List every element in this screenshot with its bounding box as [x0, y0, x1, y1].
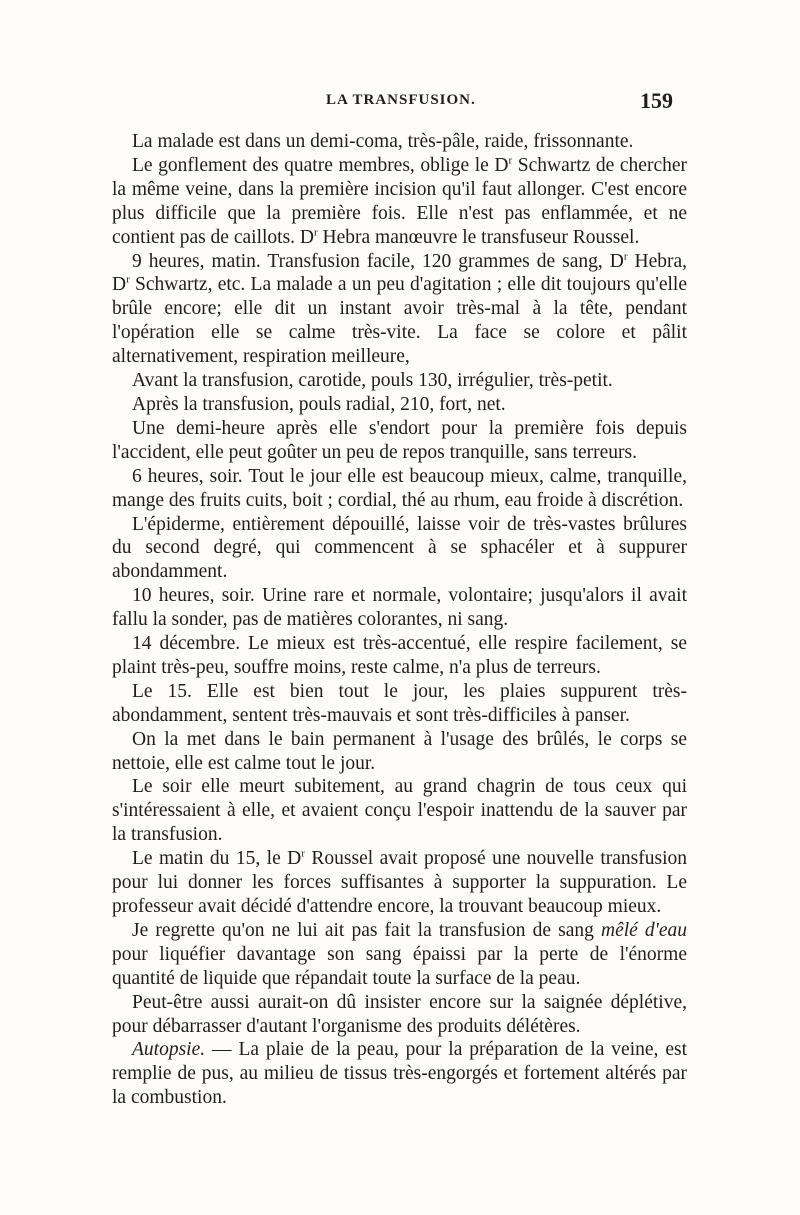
paragraph: Avant la transfusion, carotide, pouls 130, irrégulier, très-petit.	[132, 370, 613, 392]
paragraph: 9 heures, matin. Transfusion facile, 120 grammes de sang, $D^r$ Hebra, $D^r$ Schwartz, etc. La malade a un peu d'agitation ; elle dit toujours qu'elle brûle encore; elle dit un instant avoir très-mal à la tête, pendant l'opération elle se calme très-vite. La face se colore et pâlit alternativement, respiration meilleure,	[112, 250, 688, 368]
paragraph: Le 15. Elle est bien tout le jour, les plaies suppurent très-abondamment, sentent très-mauvais et sont très-difficiles à panser.	[112, 680, 687, 726]
running-title: LA TRANSFUSION.	[326, 92, 476, 108]
paragraph: La malade est dans un demi-coma, très-pâle, raide, frissonnante.	[132, 131, 634, 152]
paragraph: On la met dans le bain permanent à l'usage des brûlés, le corps se nettoie, elle est calme tout le jour.	[112, 728, 687, 774]
page-header	[0, 88, 800, 118]
paragraph: Autopsie. — La plaie de la peau, pour la préparation de la veine, est remplie de pus, au milieu de tissus très-engorgés et fortement altérés par la combustion.	[112, 1039, 687, 1109]
paragraph: Le soir elle meurt subitement, au grand chagrin de tous ceux qui s'intéressaient à elle, et avaient conçu l'espoir inattendu de la sauver par la transfusion.	[112, 776, 687, 846]
paragraph: Le gonflement des quatre membres, oblige le $D^r$ Schwartz de chercher la même veine, dans la première incision qu'il faut allonger. C'est encore plus difficile que la première fois. Elle n'est pas enflammée, et ne contient pas de caillots. $D^r$ Hebra manœuvre le transfuseur Roussel.	[112, 154, 687, 248]
autopsie-heading: Autopsie.	[132, 1039, 206, 1061]
body-text	[112, 130, 687, 1110]
paragraph: 10 heures, soir. Urine rare et normale, volontaire; jusqu'alors il avait fallu la sonder, pas de matières colorantes, ni sang.	[112, 585, 687, 631]
paragraph: Après la transfusion, pouls radial, 210, fort, net.	[132, 393, 506, 415]
paragraph: 14 décembre. Le mieux est très-accentué, elle respire facilement, se plaint très-peu, souffre moins, reste calme, n'a plus de terreurs.	[112, 633, 687, 678]
paragraph: Une demi-heure après elle s'endort pour la première fois depuis l'accident, elle peut goûter un peu de repos tranquille, sans terreurs.	[112, 417, 687, 463]
paragraph: L'épiderme, entièrement dépouillé, laisse voir de très-vastes brûlures du second degré, qui commencent à se sphacéler et à suppurer abondamment.	[112, 513, 687, 583]
page-number: 159	[640, 88, 673, 113]
paragraph: 6 heures, soir. Tout le jour elle est beaucoup mieux, calme, tranquille, mange des fruits cuits, boit ; cordial, thé au rhum, eau froide à discrétion.	[112, 465, 687, 511]
paragraph: Peut-être aussi aurait-on dû insister encore sur la saignée déplétive, pour débarrasser d'autant l'organisme des produits délétères.	[112, 991, 687, 1037]
paragraph: Je regrette qu'on ne lui ait pas fait la transfusion de sang mêlé d'eau pour liquéfier davantage son sang épaissi par la perte de l'énorme quantité de liquide que répandait toute la surface de la peau.	[112, 919, 687, 989]
paragraph: Le matin du 15, le $D^r$ Roussel avait proposé une nouvelle transfusion pour lui donner les forces suffisantes à supporter la suppuration. Le professeur avait décidé d'attendre encore, la trouvant beaucoup mieux.	[112, 847, 687, 917]
